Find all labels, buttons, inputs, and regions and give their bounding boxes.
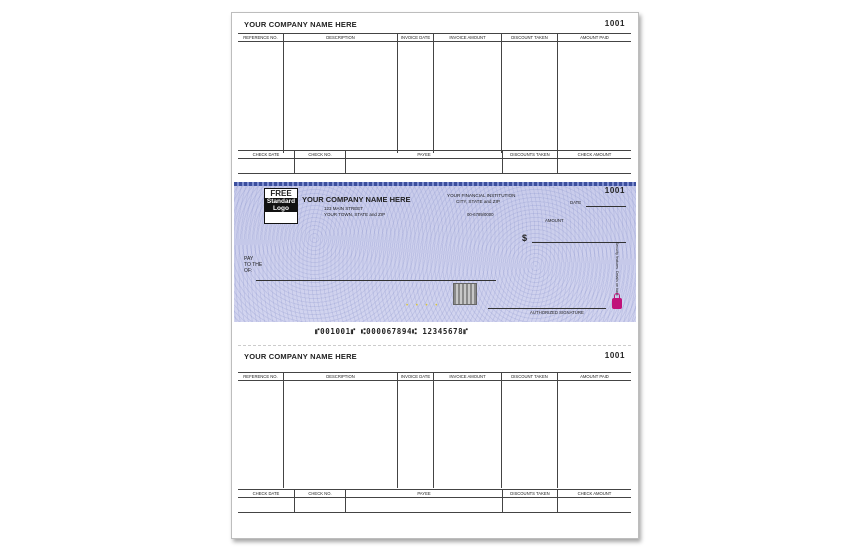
date-label: DATE <box>570 200 582 205</box>
bottom-stub-table <box>238 372 631 488</box>
to-the-label: TO THE <box>244 262 263 268</box>
col-reference-no: REFERENCE NO. <box>238 373 284 380</box>
top-stub-table-body <box>238 42 631 153</box>
top-stub-check-number: 1001 <box>604 19 625 28</box>
top-stub-company: YOUR COMPANY NAME HERE <box>244 20 357 29</box>
col-invoice-amount: INVOICE AMOUNT <box>434 34 502 41</box>
routing-fraction: 00-6789/0000 <box>467 212 494 217</box>
foot-discounts-taken: DISCOUNTS TAKEN <box>503 151 558 158</box>
col-amount-paid: AMOUNT PAID <box>580 35 609 40</box>
bank-city: CITY, STATE and ZIP <box>456 199 500 204</box>
bottom-stub-footer <box>238 489 631 513</box>
check-number: 1001 <box>604 186 625 195</box>
check-company-name: YOUR COMPANY NAME HERE <box>302 195 411 204</box>
signature-line[interactable] <box>488 308 606 309</box>
logo-free: FREE <box>265 189 297 198</box>
bottom-stub-check-number: 1001 <box>604 351 625 360</box>
col-description: DESCRIPTION <box>284 34 398 41</box>
col-reference-no: REFERENCE NO. <box>238 34 284 41</box>
col-invoice-amount: INVOICE AMOUNT <box>434 373 502 380</box>
bottom-stub-company: YOUR COMPANY NAME HERE <box>244 352 357 361</box>
top-stub-table-header <box>238 34 631 42</box>
logo-standard: Standard <box>266 198 296 205</box>
check-address-1: 123 MAIN STREET <box>324 206 364 211</box>
pay-to-order-label <box>244 256 262 274</box>
foot-payee: PAYEE <box>346 151 503 158</box>
col-discount-taken: DISCOUNT TAKEN <box>502 373 558 380</box>
foot-check-amount: CHECK AMOUNT <box>577 491 612 496</box>
security-hologram <box>453 283 477 305</box>
foot-discounts-taken: DISCOUNTS TAKEN <box>503 490 558 497</box>
top-stub-table <box>238 33 631 153</box>
foot-payee: PAYEE <box>346 490 503 497</box>
security-note: Security features. Details on back. <box>615 242 619 297</box>
logo-logo: Logo <box>265 205 297 212</box>
bottom-stub-table-header <box>238 373 631 381</box>
foot-check-no: CHECK NO. <box>295 490 346 497</box>
foot-check-no: CHECK NO. <box>295 151 346 158</box>
check-sheet <box>231 12 639 539</box>
bottom-stub-table-body <box>238 381 631 488</box>
amount-line[interactable] <box>532 242 626 243</box>
date-line[interactable] <box>586 206 626 207</box>
security-band <box>234 182 636 186</box>
payee-line[interactable] <box>256 280 496 281</box>
foot-check-date: CHECK DATE <box>238 490 295 497</box>
check-address-2: YOUR TOWN, STATE and ZIP <box>324 212 386 217</box>
col-amount-paid: AMOUNT PAID <box>580 374 609 379</box>
dollar-sign: $ <box>522 233 528 243</box>
pay-label: PAY <box>244 256 254 262</box>
foot-check-amount: CHECK AMOUNT <box>577 152 612 157</box>
col-description: DESCRIPTION <box>284 373 398 380</box>
security-dots: • • • • <box>406 303 441 309</box>
padlock-icon <box>612 298 622 309</box>
foot-check-date: CHECK DATE <box>238 151 295 158</box>
micr-line: ⑈001001⑈ ⑆000067894⑆ 12345678⑈ <box>315 327 469 336</box>
top-stub-footer <box>238 150 631 174</box>
signature-label: AUTHORIZED SIGNATURE <box>530 310 584 315</box>
perforation <box>238 345 631 346</box>
col-invoice-date: INVOICE DATE <box>398 34 434 41</box>
col-discount-taken: DISCOUNT TAKEN <box>502 34 558 41</box>
col-invoice-date: INVOICE DATE <box>398 373 434 380</box>
check-body <box>234 182 636 322</box>
bank-name: YOUR FINANCIAL INSTITUTION <box>447 193 516 198</box>
company-logo <box>264 188 298 224</box>
of-label: OF: <box>244 268 253 274</box>
amount-label: AMOUNT <box>545 218 564 223</box>
